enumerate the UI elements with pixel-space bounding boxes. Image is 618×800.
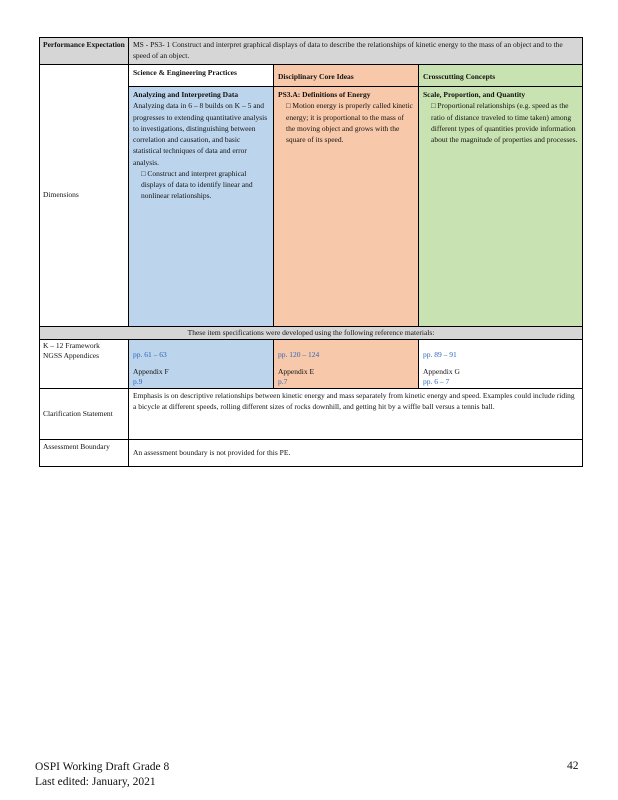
dimensions-label-text: Dimensions — [43, 190, 79, 200]
sep-text: Analyzing data in 6 – 8 builds on K – 5 and progresses to extending quantitative analysis to investigations, distinguishing between correlation and causation, and basic statistical techniques of data and error analysis. — [133, 101, 268, 167]
ccc-column — [419, 65, 582, 326]
ccc-references — [419, 340, 582, 388]
assessment-text: An assessment boundary is not provided for this PE. — [133, 448, 291, 458]
ccc-appendix: Appendix G — [423, 366, 460, 376]
assessment-label: Assessment Boundary — [40, 440, 129, 466]
ccc-header: Crosscutting Concepts — [419, 65, 582, 87]
ccc-subhead: Scale, Proportion, and Quantity — [423, 90, 526, 99]
references-columns — [129, 340, 582, 388]
clarification-row — [40, 389, 582, 440]
sep-appendix: Appendix F — [133, 366, 169, 376]
clarification-label — [40, 389, 129, 439]
sep-item: □ Construct and interpret graphical displays of data to identify linear and nonlinear relationships. — [141, 168, 253, 201]
dimensions-columns — [129, 65, 582, 326]
sep-references — [129, 340, 274, 388]
dci-subhead: PS3.A: Definitions of Energy — [278, 90, 371, 99]
dci-references — [274, 340, 419, 388]
appendices-label: NGSS Appendices — [43, 350, 100, 360]
framework-label: K – 12 Framework — [43, 341, 100, 350]
reference-text: These item specifications were developed using the following reference materials: — [187, 328, 435, 337]
dci-appendix: Appendix E — [278, 366, 315, 376]
sep-page: p.9 — [133, 377, 143, 386]
ccc-item: □ Proportional relationships (e.g. speed as the ratio of distance traveled to time taken) among different types of quantities provide information about the magnitude of properties and processes. — [431, 101, 578, 144]
dimensions-row — [40, 65, 582, 327]
ccc-page: pp. 6 – 7 — [423, 377, 450, 386]
dci-header: Disciplinary Core Ideas — [274, 65, 418, 87]
dci-item: □ Motion energy is properly called kinetic energy; it is proportional to the mass of the moving object and grows with the square of its speed. — [286, 101, 413, 144]
sep-subhead: Analyzing and Interpreting Data — [133, 90, 239, 99]
sep-header: Science & Engineering Practices — [129, 65, 273, 87]
references-row — [40, 340, 582, 389]
references-labels — [40, 340, 129, 388]
clarification-label-text: Clarification Statement — [43, 408, 113, 418]
page-number: 42 — [567, 760, 579, 772]
performance-text: MS - PS3- 1 Construct and interpret graphical displays of data to describe the relationships of kinetic energy to the mass of an object and to the speed of an object. — [129, 38, 582, 64]
ccc-pages: pp. 89 – 91 — [423, 350, 457, 359]
sep-pages: pp. 61 – 63 — [133, 350, 167, 359]
dimensions-label — [40, 65, 129, 326]
sep-column — [129, 65, 274, 326]
item-spec-table — [39, 37, 583, 467]
assessment-text-cell — [129, 440, 582, 466]
reference-row — [40, 327, 582, 340]
dci-page: p.7 — [278, 377, 288, 386]
footer-left — [35, 760, 169, 790]
footer-line-1: OSPI Working Draft Grade 8 — [35, 761, 170, 773]
dci-pages: pp. 120 – 124 — [278, 350, 320, 359]
assessment-row — [40, 440, 582, 466]
performance-label: Performance Expectation — [40, 38, 129, 64]
footer-line-2: Last edited: January, 2021 — [35, 775, 156, 788]
performance-row — [40, 38, 582, 65]
dci-column — [274, 65, 419, 326]
clarification-text: Emphasis is on descriptive relationships between kinetic energy and mass separately from kinetic energy and speed. Examples could include riding a bicycle at different speeds, rolling different sizes of rocks downhill, and getting hit by a wiffle ball versus a tennis ball. — [133, 391, 575, 411]
